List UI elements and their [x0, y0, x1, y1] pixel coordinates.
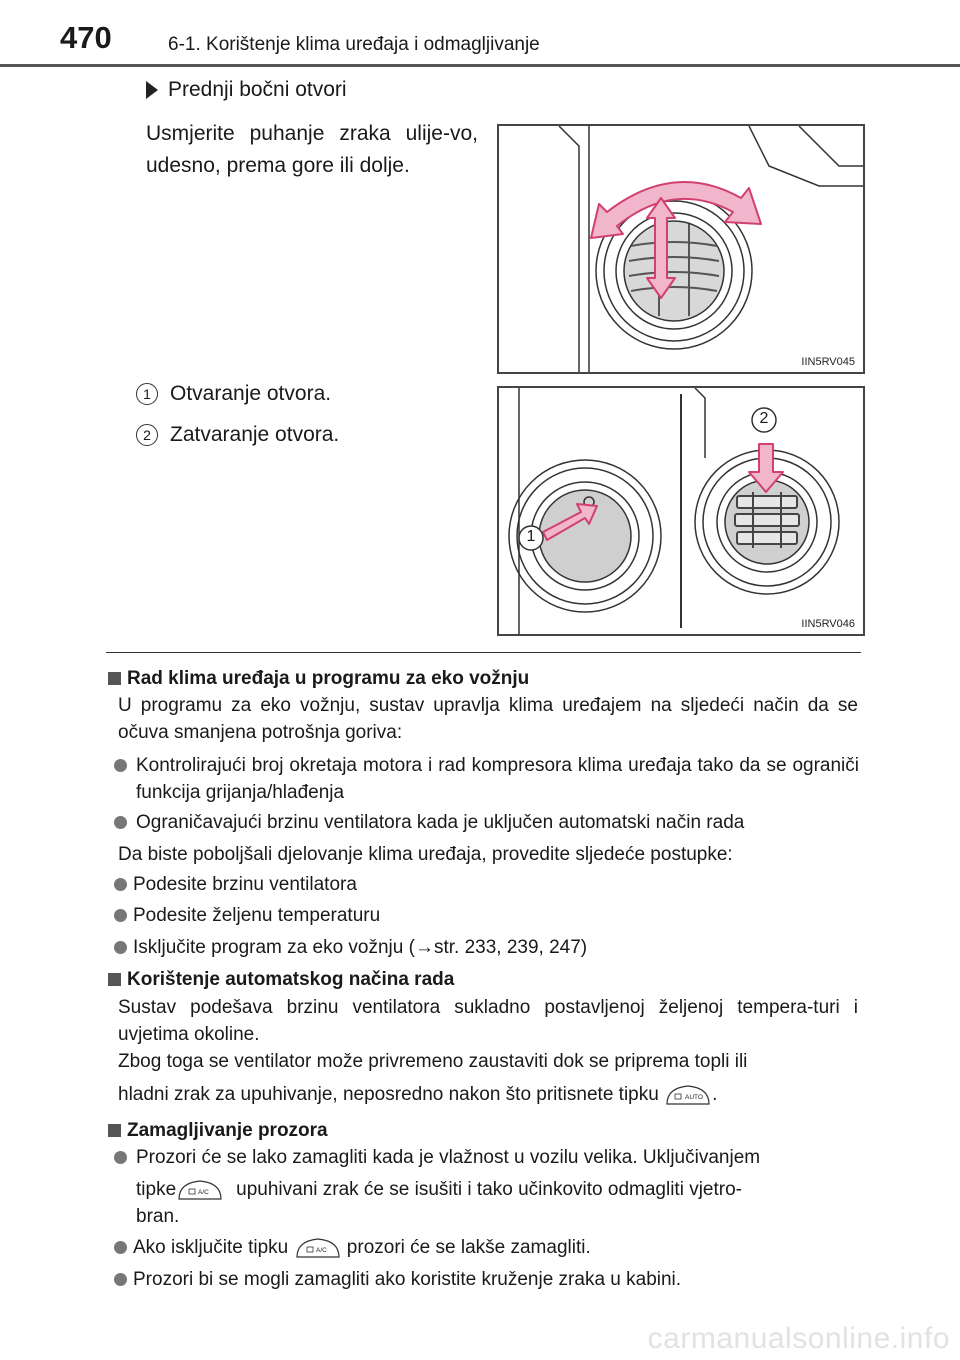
vent-direction-illustration: [499, 126, 863, 372]
step-item-2: 2 Zatvaranje otvora.: [136, 423, 339, 447]
eco-bullet-2: Ograničavajući brzinu ventilatora kada je uključen automatski način rada: [114, 809, 859, 836]
eco-step-2: Podesite željenu temperaturu: [114, 902, 380, 929]
triangle-bullet-icon: [146, 81, 158, 99]
figure-code: IIN5RV045: [801, 356, 855, 368]
eco-improve: Da biste poboljšali djelovanje klima uređaja, provedite sljedeće postupke:: [118, 844, 733, 865]
fog-bullet-2: Ako isključite tipku A/C prozori će se lakše zamagliti.: [114, 1234, 591, 1261]
ac-key-icon: [294, 1236, 342, 1260]
step-number-1: 1: [136, 383, 158, 405]
callout-1: 1: [526, 528, 536, 545]
bullet-dot-icon: [114, 1273, 127, 1286]
step-item-1: 1 Otvaranje otvora.: [136, 382, 331, 406]
section-divider: [106, 652, 861, 653]
bullet-dot-icon: [114, 1241, 127, 1254]
side-vents-text: Usmjerite puhanje zraka ulije-vo, udesno, prema gore ili dolje.: [146, 122, 478, 177]
fog-bullet-1: Prozori će se lako zamagliti kada je vlažnost u vozilu velika. Uključivanjem: [114, 1144, 859, 1171]
page-number: 470: [60, 20, 112, 55]
fog-heading: Zamagljivanje prozora: [108, 1117, 328, 1144]
svg-text:AUTO: AUTO: [685, 1093, 704, 1101]
eco-step-3: Isključite program za eko vožnju (→str. 233, 239, 247): [114, 934, 587, 961]
eco-step-1: Podesite brzinu ventilatora: [114, 871, 357, 898]
eco-intro: U programu za eko vožnju, sustav upravlja klima uređajem na sljedeći način da se očuva smanjena potrošnja goriva:: [118, 695, 858, 743]
square-bullet-icon: [108, 973, 121, 986]
step-number-2: 2: [136, 424, 158, 446]
header-rule: [0, 64, 960, 67]
auto-heading: Korištenje automatskog načina rada: [108, 966, 454, 993]
bullet-dot-icon: [114, 759, 127, 772]
square-bullet-icon: [108, 1124, 121, 1137]
fog-bullet-3: Prozori bi se mogli zamagliti ako koristite kruženje zraka u kabini.: [114, 1266, 681, 1293]
figure-code: IIN5RV046: [801, 618, 855, 630]
auto-text-2: Zbog toga se ventilator može privremeno zaustaviti dok se priprema topli ili: [118, 1051, 748, 1072]
ac-key-icon: [176, 1178, 224, 1202]
bullet-dot-icon: [114, 941, 127, 954]
auto-key-icon: [664, 1083, 712, 1107]
square-bullet-icon: [108, 672, 121, 685]
watermark: carmanualsonline.info: [647, 1322, 950, 1355]
auto-text-1: Sustav podešava brzinu ventilatora sukladno postavljenoj željenoj tempera-turi i uvjetima okoline.: [118, 997, 858, 1045]
figure-vent-open-close: [497, 386, 865, 636]
bullet-dot-icon: [114, 878, 127, 891]
chapter-title: 6-1. Korištenje klima uređaja i odmagljivanje: [168, 34, 540, 55]
bullet-dot-icon: [114, 909, 127, 922]
figure-vent-direction: [497, 124, 865, 374]
auto-text-3: hladni zrak za upuhivanje, neposredno nakon što pritisnete tipku AUTO .: [118, 1084, 718, 1105]
svg-text:A/C: A/C: [315, 1246, 327, 1254]
eco-bullet-1: Kontrolirajući broj okretaja motora i rad kompresora klima uređaja tako da se ograniči funkcija grijanja/hlađenja: [114, 752, 859, 806]
svg-text:A/C: A/C: [198, 1188, 209, 1196]
eco-heading: Rad klima uređaja u programu za eko vožnju: [108, 665, 529, 692]
bullet-dot-icon: [114, 1151, 127, 1164]
vent-open-close-illustration: [499, 388, 863, 634]
bullet-dot-icon: [114, 816, 127, 829]
callout-2: 2: [759, 410, 769, 427]
fog-bullet-1-line-3: bran.: [136, 1206, 180, 1227]
fog-bullet-1-line-2: tipke A/C upuhivani zrak će se isušiti i tako učinkovito odmagliti vjetro-: [136, 1179, 742, 1200]
side-vents-heading: Prednji bočni otvori: [146, 78, 347, 102]
